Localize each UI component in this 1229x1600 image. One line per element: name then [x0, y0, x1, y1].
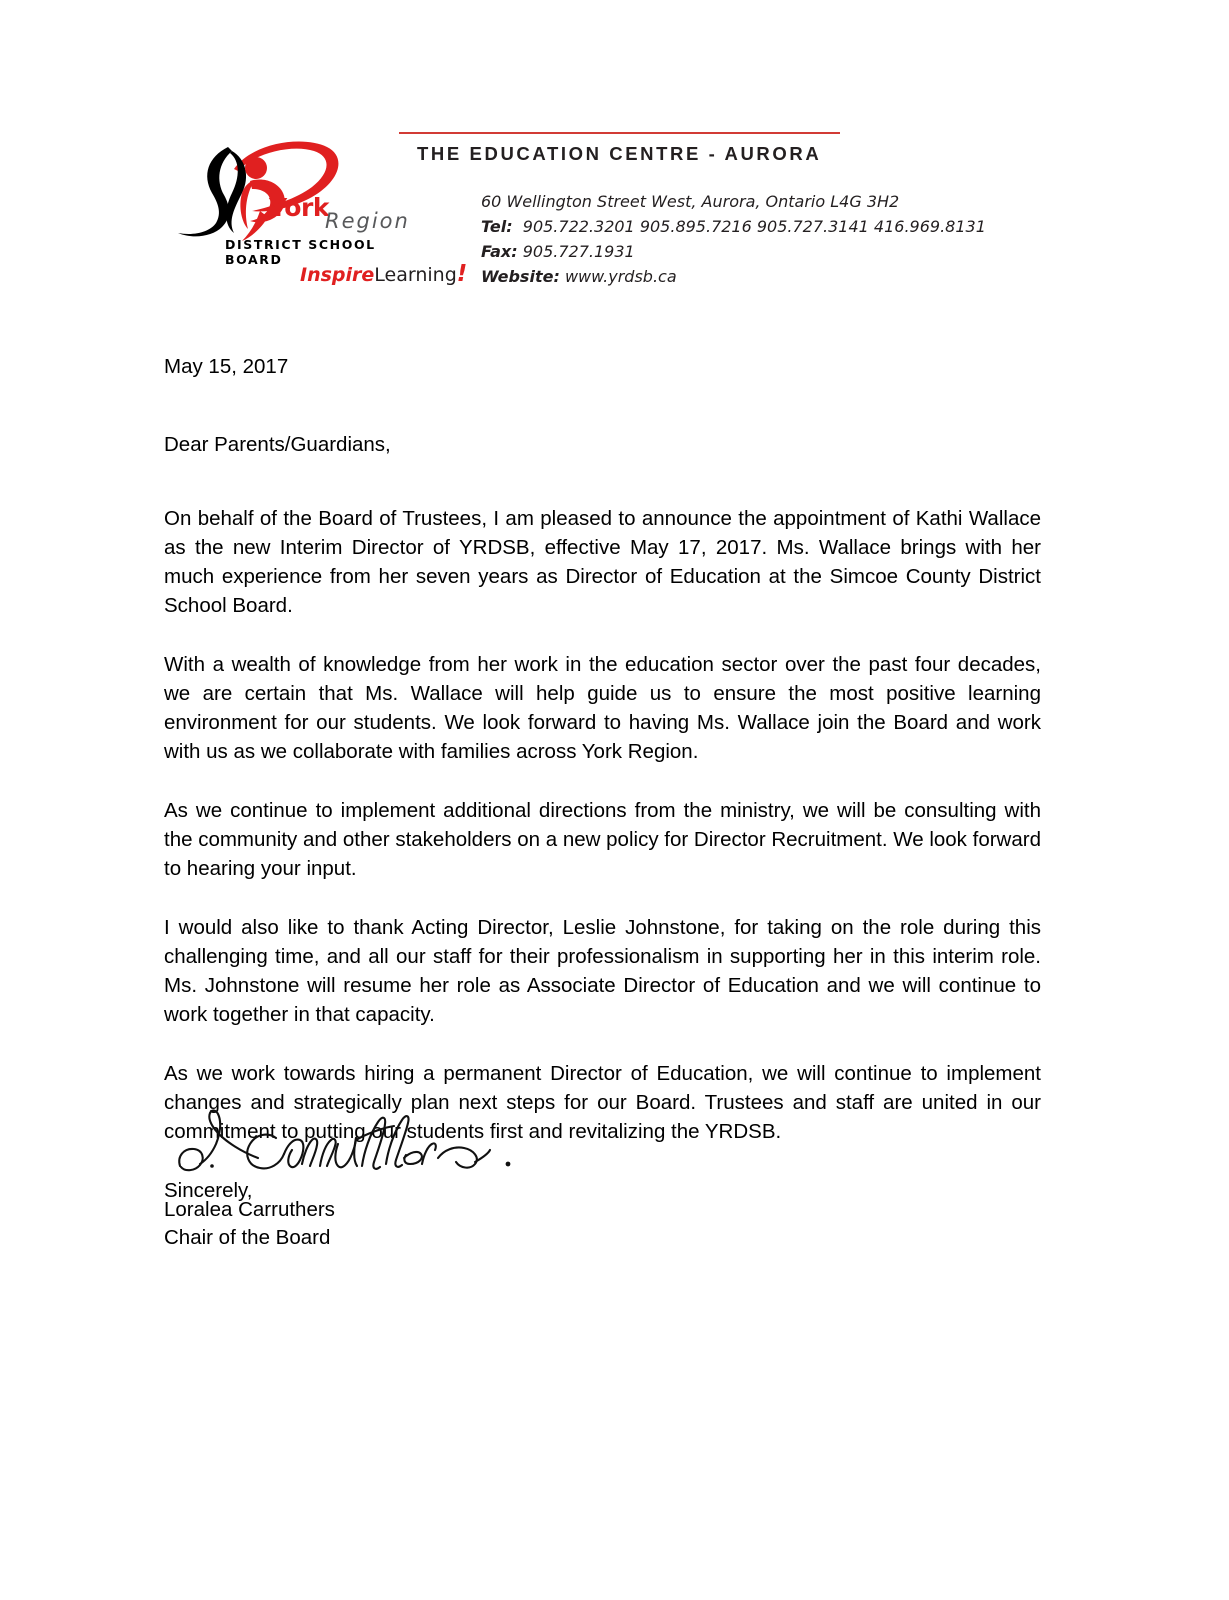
logo-region-text: Region — [325, 209, 410, 233]
tagline-learning: Learning — [374, 264, 457, 286]
letterhead-website — [481, 264, 986, 289]
letterhead-fax — [481, 239, 986, 264]
signer-name: Loralea Carruthers — [164, 1198, 335, 1221]
letter-paragraph: On behalf of the Board of Trustees, I am pleased to announce the appointment of Kathi Wallace as the new Interim Director of YRDSB, effective May 17, 2017. Ms. Wallace brings with her much experience from her seven years as Director of Education at the Simcoe County District School Board. — [164, 507, 1041, 617]
letterhead-tel — [481, 214, 986, 239]
handwritten-signature-icon — [172, 1092, 532, 1182]
letter-salutation: Dear Parents/Guardians, — [164, 433, 391, 456]
letter-closing: Sincerely, — [164, 1179, 253, 1202]
letter-paragraph: As we continue to implement additional directions from the ministry, we will be consulting with the community and other stakeholders on a new policy for Director Recruitment. We look forward to hearing your input. — [164, 799, 1041, 880]
website-label: Website: — [481, 267, 560, 286]
letterhead-title: THE EDUCATION CENTRE - AURORA — [417, 143, 822, 164]
tel-label: Tel: — [481, 217, 513, 236]
tagline-exclamation: ! — [456, 261, 468, 287]
yrdsb-logo — [172, 133, 468, 288]
letter-paragraph: As we work towards hiring a permanent Director of Education, we will continue to implement changes and strategically plan next steps for our Board. Trustees and staff are united in our commitment to putting our students first and revitalizing the YRDSB. — [164, 1062, 1041, 1143]
tagline-inspire: Inspire — [300, 264, 375, 286]
website-value[interactable]: www.yrdsb.ca — [564, 267, 677, 286]
logo-tagline — [300, 261, 467, 287]
signer-title: Chair of the Board — [164, 1226, 331, 1249]
letter-paragraph: I would also like to thank Acting Director, Leslie Johnstone, for taking on the role during this challenging time, and all our staff for their professionalism in supporting her in this interim role. Ms. Johnstone will resume her role as Associate Director of Education and we will continue to work together in that capacity. — [164, 916, 1041, 1026]
letter-date: May 15, 2017 — [164, 355, 289, 378]
logo-district-school-board-text: DISTRICT SCHOOL BOARD — [225, 237, 376, 267]
fax-label: Fax: — [481, 242, 518, 261]
signature-period — [506, 1162, 511, 1167]
signature-block — [164, 1196, 335, 1252]
letter-body — [164, 352, 1041, 1205]
letterhead — [0, 0, 1229, 300]
letter-paragraph: With a wealth of knowledge from her work in the education sector over the past four decades, we are certain that Ms. Wallace will help guide us to ensure the most positive learning environment for our students. We look forward to having Ms. Wallace join the Board and work with us as we collaborate with families across York Region. — [164, 653, 1041, 763]
fax-value: 905.727.1931 — [522, 242, 635, 261]
tel-value: 905.722.3201 905.895.7216 905.727.3141 416.969.8131 — [522, 217, 986, 236]
letterhead-contact-lines — [481, 189, 986, 289]
letterhead-address: 60 Wellington Street West, Aurora, Ontario L4G 3H2 — [481, 192, 900, 211]
logo-york-text: York — [269, 193, 329, 222]
letterhead-rule — [399, 132, 840, 134]
